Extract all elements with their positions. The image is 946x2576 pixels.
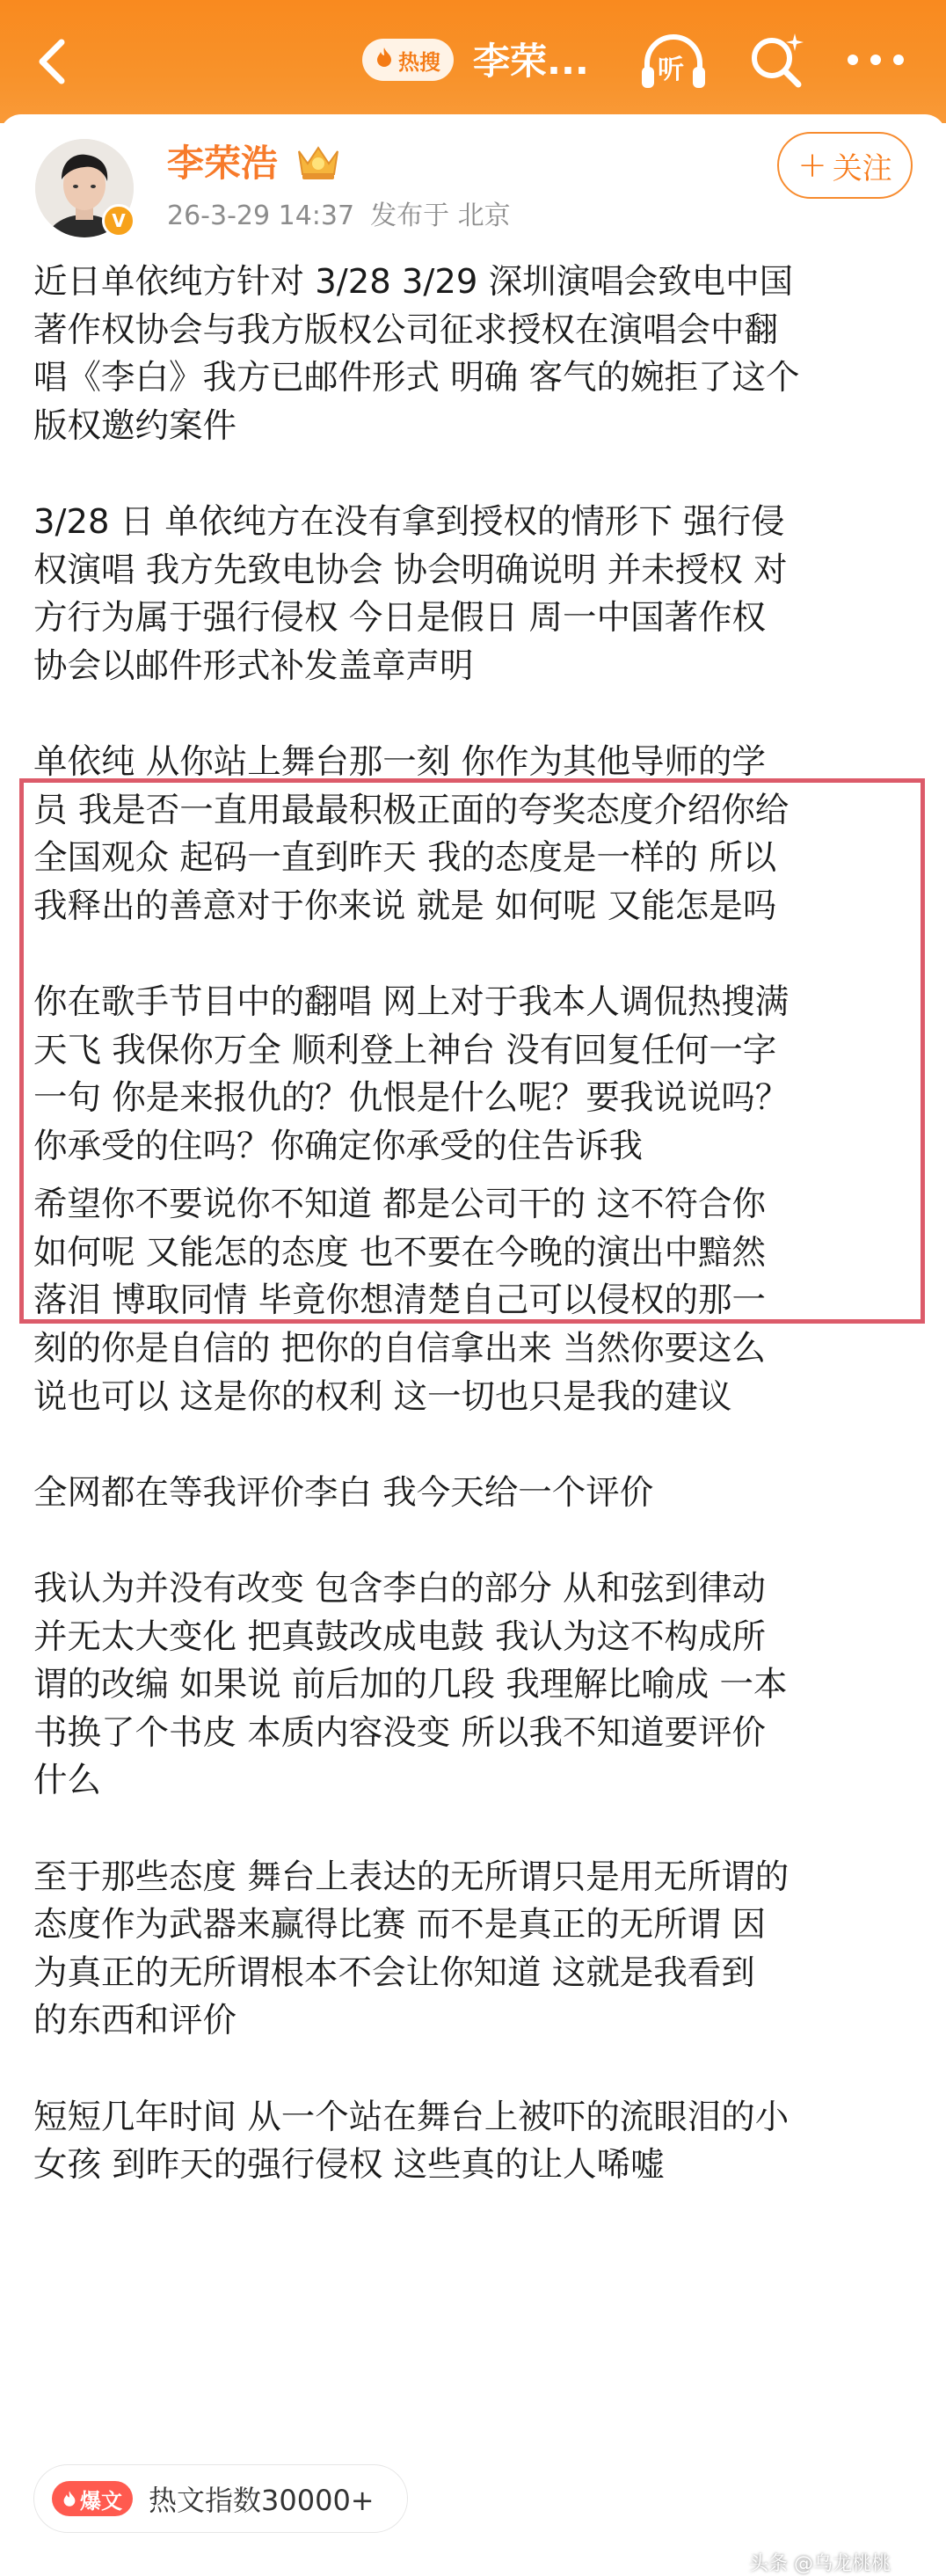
hot-search-badge[interactable] [362, 39, 454, 81]
back-arrow-icon [32, 33, 74, 90]
follow-label: 关注 [832, 150, 892, 186]
crown-badge-icon[interactable] [294, 142, 343, 183]
post-paragraph: 你在歌手节目中的翻唱 网上对于我本人调侃热搜满 天飞 我保你万全 顺利登上神台 没有回复任何一字 一句 你是来报仇的？仇恨是什么呢？要我说说吗？ 你承受的住吗？你确定你承受的住告诉我 [33, 982, 790, 1166]
hot-index-text: 热文指数30000+ [149, 2484, 375, 2517]
more-dots-icon [840, 32, 911, 88]
highlight-frame [19, 778, 925, 1324]
post-paragraph: 全网都在等我评价李白 我今天给一个评价 [33, 1472, 654, 1513]
plus-icon: + [797, 145, 827, 186]
hot-index-pill[interactable] [33, 2464, 408, 2533]
post-paragraph: 单依纯 从你站上舞台那一刻 你作为其他导师的学 员 我是否一直用最最积极正面的夸奖态度介绍你给 全国观众 起码一直到昨天 我的态度是一样的 所以 我释出的善意对于你来说 就是 如何呢 又能怎是吗 [33, 741, 790, 926]
verified-v-icon: V [102, 204, 135, 237]
post-paragraph: 3/28 日 单依纯方在没有拿到授权的情形下 强行侵 权演唱 我方先致电协会 协会明确说明 并未授权 对 方行为属于强行侵权 今日是假日 周一中国著作权 协会以邮件形式补发盖章声明 [33, 501, 788, 686]
author-name[interactable]: 李荣浩 [167, 142, 279, 185]
listen-button[interactable] [638, 32, 709, 93]
fire-icon [62, 2490, 76, 2507]
boom-tag-label: 爆文 [80, 2488, 122, 2514]
fire-icon [375, 47, 393, 73]
follow-button[interactable] [777, 132, 913, 199]
post-paragraph: 至于那些态度 舞台上表达的无所谓只是用无所谓的 态度作为武器来赢得比赛 而不是真正的无所谓 因 为真正的无所谓根本不会让你知道 这就是我看到 的东西和评价 [33, 1857, 790, 2041]
more-button[interactable] [840, 32, 911, 88]
top-nav-bar [0, 0, 946, 123]
post-timestamp: 26-3-29 14:37 [167, 201, 355, 231]
post-meta [167, 199, 527, 234]
watermark: 头条 @乌龙桃桃 [749, 2553, 891, 2575]
boom-tag [52, 2481, 133, 2516]
back-button[interactable] [32, 33, 74, 90]
search-button[interactable] [746, 30, 807, 91]
post-paragraph: 近日单依纯方针对 3/28 3/29 深圳演唱会致电中国 著作权协会与我方版权公司征求授权在演唱会中翻 唱《李白》我方已邮件形式 明确 客气的婉拒了这个 版权邀约案件 [33, 262, 800, 446]
listen-label: 听 [658, 55, 684, 85]
post-paragraph: 短短几年时间 从一个站在舞台上被吓的流眼泪的小 女孩 到昨天的强行侵权 这些真的让人唏嘘 [33, 2097, 790, 2186]
post-location: 发布于 北京 [370, 201, 511, 231]
post-paragraph: 希望你不要说你不知道 都是公司干的 这不符合你 如何呢 又能怎的态度 也不要在今晚的演出中黯然 落泪 博取同情 毕竟你想清楚自己可以侵权的那一 刻的你是自信的 把你的自信拿出来 当然你要这么 说也可以 这是你的权利 这一切也只是我的建议 [33, 1185, 766, 1417]
search-sparkle-icon [746, 30, 807, 91]
hot-search-label: 热搜 [398, 49, 440, 75]
nav-title: 李荣... [473, 40, 589, 83]
post-paragraph: 我认为并没有改变 包含李白的部分 从和弦到律动 并无太大变化 把真鼓改成电鼓 我认为这不构成所 谓的改编 如果说 前后加的几段 我理解比喻成 一本 书换了个书皮 本质内容没变 所以我不知道要评价 什么 [33, 1569, 788, 1801]
